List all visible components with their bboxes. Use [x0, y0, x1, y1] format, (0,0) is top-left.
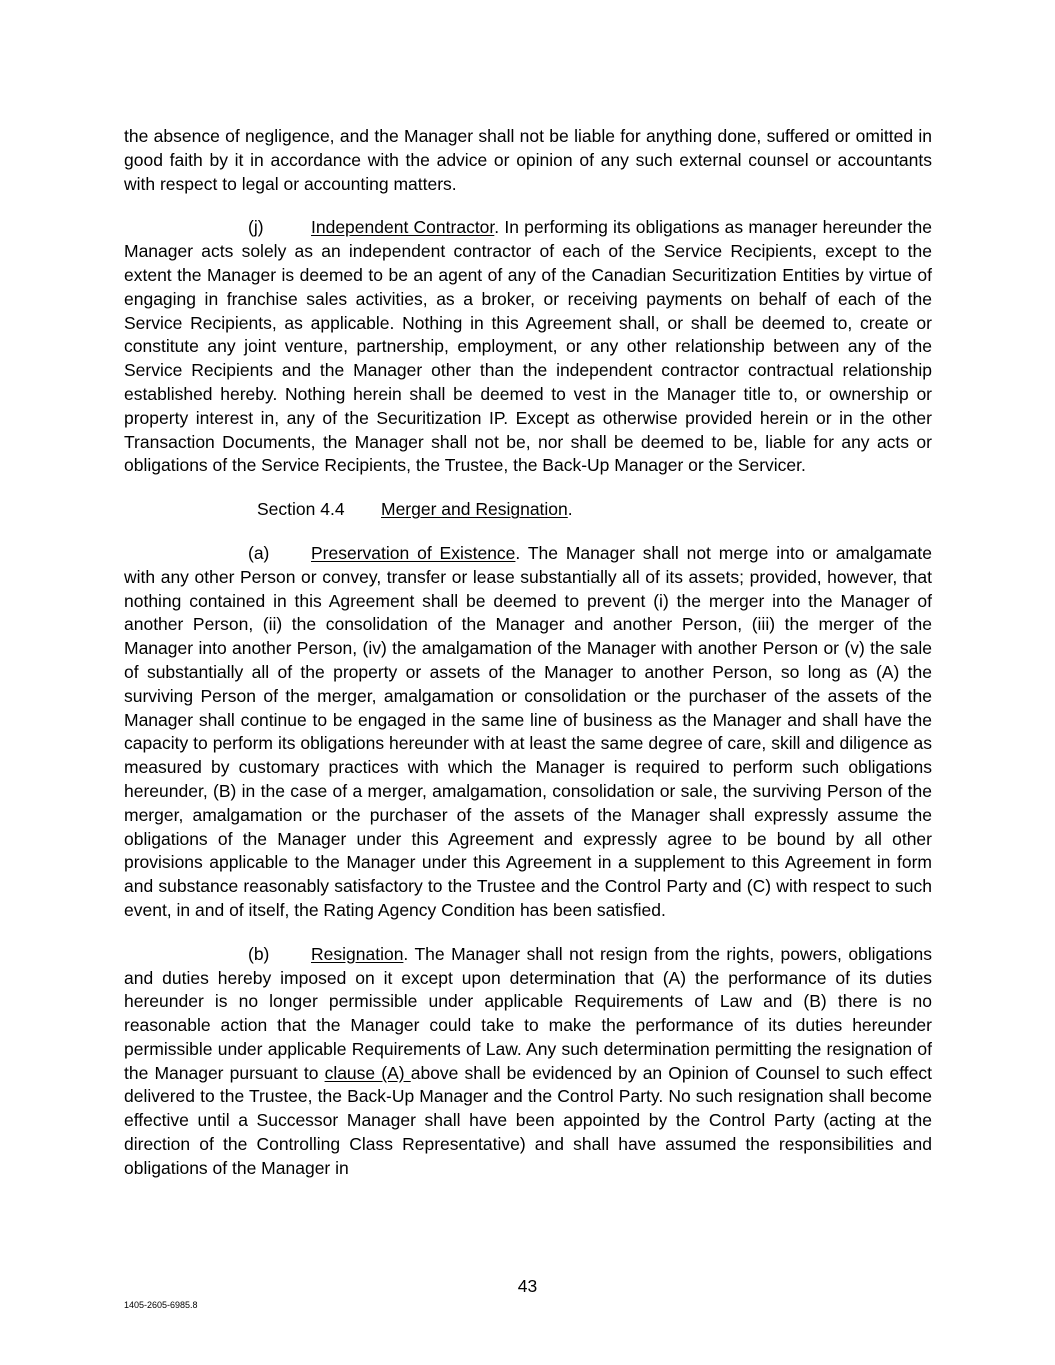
- paragraph-b-marker: (b): [248, 943, 270, 964]
- paragraph-b-heading: Resignation: [311, 943, 404, 964]
- paragraph-a-marker: (a): [248, 542, 270, 563]
- paragraph-b-text-after: above shall be evidenced by an Opinion of Counsel to such effect delivered to the Trustee, the Back-Up Manager and the Control Party. No such resignation shall become effective until a Successor Manager shall have been appointed by the Control Party (acting at the direction of the Controlling Class Representative) and shall have assumed the responsibilities and obligations of the Manager in: [124, 1062, 933, 1178]
- page-number: 43: [517, 1276, 538, 1296]
- clause-a-reference: clause (A): [324, 1062, 411, 1083]
- paragraph-a: [124, 542, 932, 923]
- section-title: Merger and Resignation: [381, 499, 568, 520]
- paragraph-b-text-before: . The Manager shall not resign from the rights, powers, obligations and duties hereby imposed on it except upon determination that (A) the performance of its duties hereunder is no longer permissible under applicable Requirements of Law and (B) there is no reasonable action that the Manager could take to make the performance of its duties hereunder permissible under applicable Requirements of Law. Any such determination permitting the resignation of the Manager pursuant to: [124, 943, 932, 1083]
- paragraph-a-heading: Preservation of Existence: [311, 542, 516, 563]
- paragraph-continuation: the absence of negligence, and the Manager shall not be liable for anything done, suffered or omitted in good faith by it in accordance with the advice or opinion of any such external counsel or accountants with respect to legal or accounting matters.: [124, 126, 932, 194]
- document-code: 1405-2605-6985.8: [124, 1300, 198, 1310]
- paragraph-a-text: . The Manager shall not merge into or amalgamate with any other Person or convey, transfer or lease substantially all of its assets; provided, however, that nothing contained in this Agreement shall be deemed to prevent (i) the merger into the Manager of another Person, (ii) the consolidation of the Manager and another Person, (iii) the merger of the Manager into another Person, (iv) the amalgamation of the Manager with another Person or (v) the sale of substantially all of the property or assets of the Manager to another Person, so long as (A) the surviving Person of the merger, amalgamation or consolidation or the purchaser of the assets of the Manager shall continue to be engaged in the same line of business as the Manager and shall have the capacity to perform its obligations hereunder with at least the same degree of care, skill and diligence as measured by customary practices with which the Manager is required to perform such obligations hereunder, (B) in the case of a merger, amalgamation, consolidation or sale, the surviving Person of the merger, amalgamation or the purchaser of the assets of the Manager shall expressly assume the obligations of the Manager under this Agreement and expressly agree to be bound by all other provisions applicable to the Manager under this Agreement in a supplement to this Agreement in form and substance reasonably satisfactory to the Trustee and the Control Party and (C) with respect to such event, in and of itself, the Rating Agency Condition has been satisfied.: [124, 542, 932, 920]
- paragraph-j-heading: Independent Contractor: [311, 217, 495, 238]
- paragraph-j-marker: (j): [248, 217, 264, 238]
- section-label: Section 4.4: [257, 499, 345, 520]
- section-4-4-heading: [124, 498, 932, 522]
- paragraph-j-text: . In performing its obligations as manager hereunder the Manager acts solely as an independent contractor of each of the Service Recipients, except to the extent the Manager is deemed to be an agent of any of the Canadian Securitization Entities by virtue of engaging in franchise sales activities, as a broker, or receiving payments on behalf of each of the Service Recipients, as applicable. Nothing in this Agreement shall, or shall be deemed to, create or constitute any joint venture, partnership, employment, or any other relationship between any of the Service Recipients and the Manager other than the independent contractor contractual relationship established hereby. Nothing herein shall be deemed to vest in the Manager title to, or ownership or property interest in, any of the Securitization IP. Except as otherwise provided herein or in the other Transaction Documents, the Manager shall not be, nor shall be deemed to be, liable for any acts or obligations of the Service Recipients, the Trustee, the Back-Up Manager or the Servicer.: [124, 217, 932, 476]
- paragraph-b: [124, 943, 932, 1181]
- body-text: [124, 125, 932, 1201]
- paragraph-j: [124, 216, 932, 478]
- section-title-suffix: .: [567, 499, 573, 520]
